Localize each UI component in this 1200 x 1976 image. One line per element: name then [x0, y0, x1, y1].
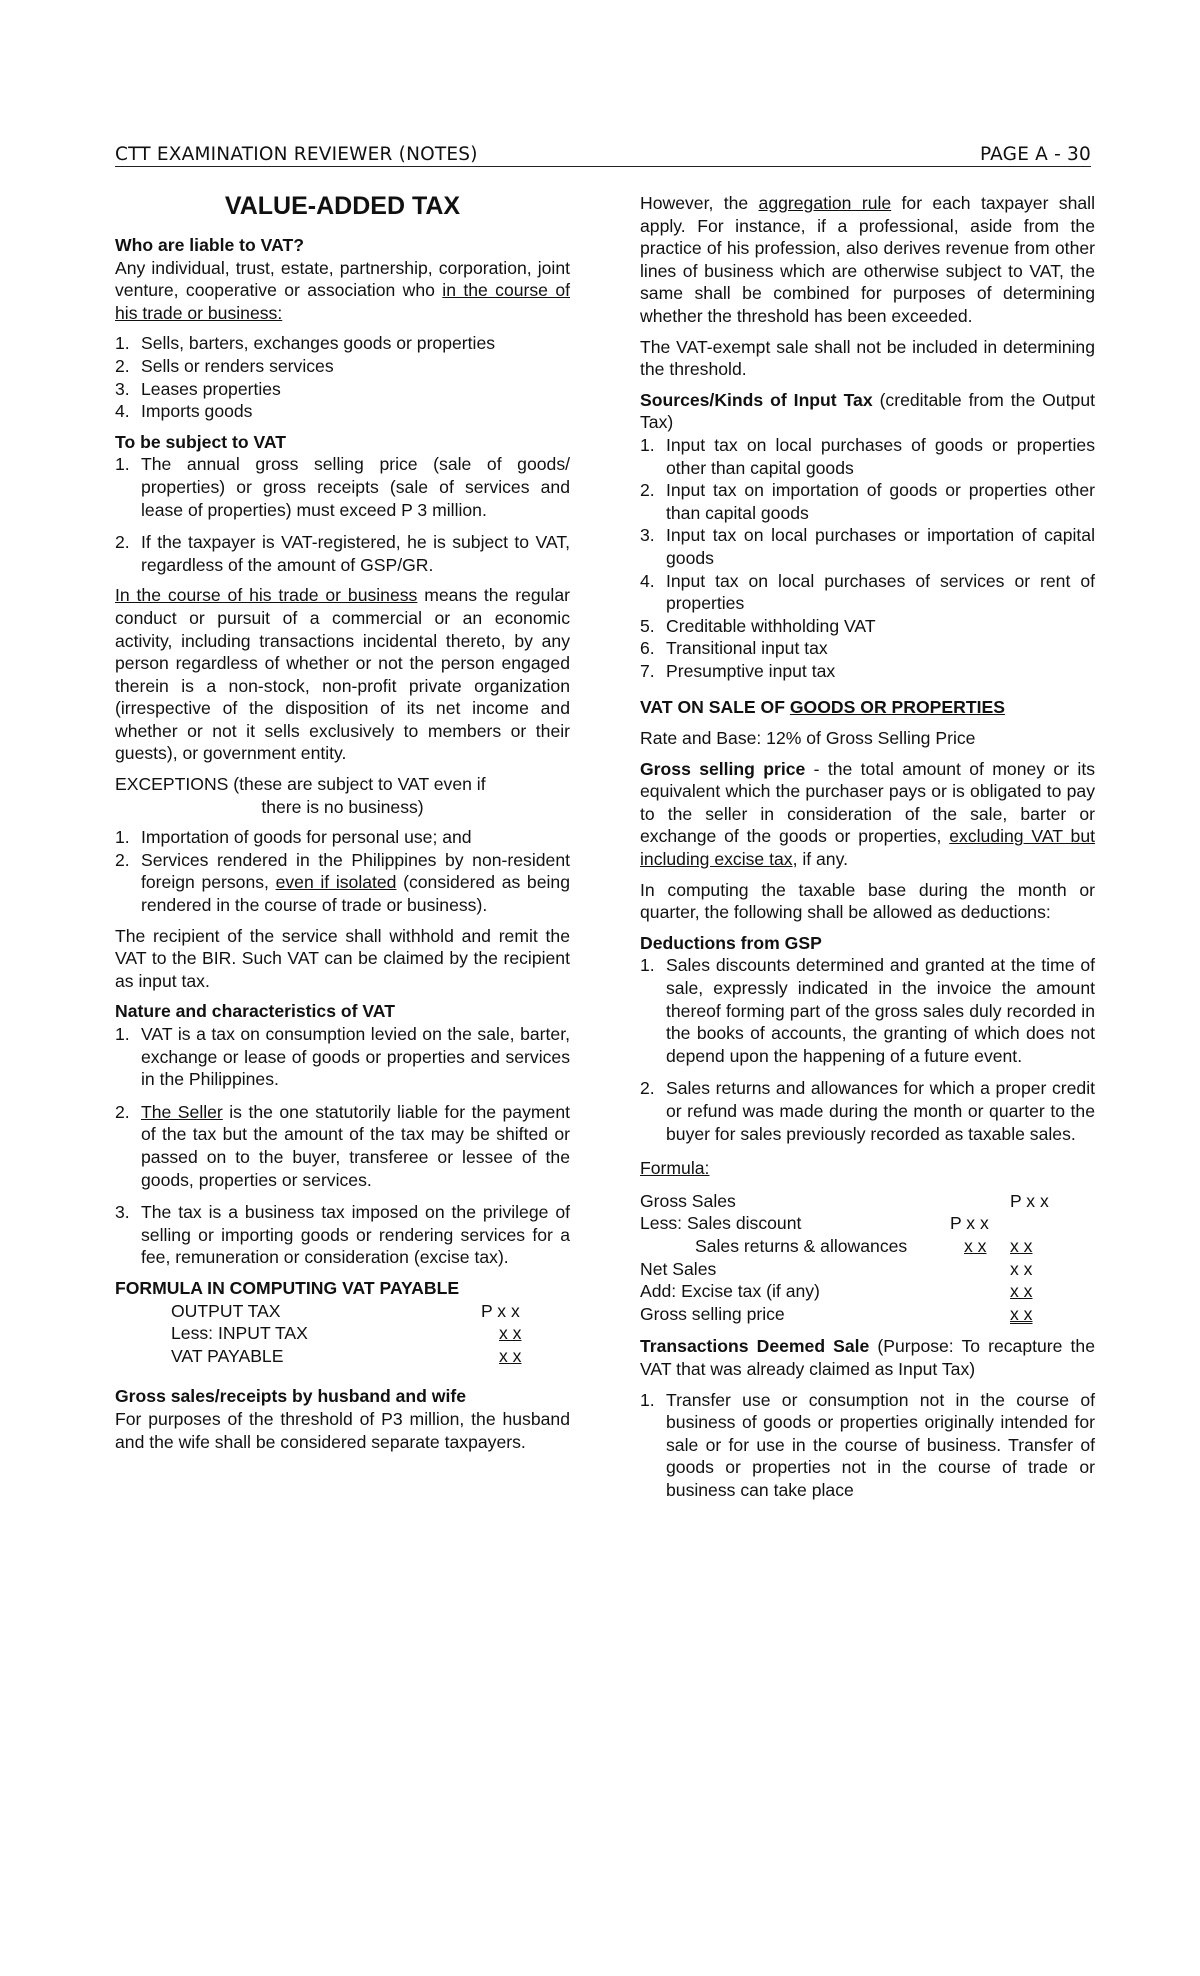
sources-title: Sources/Kinds of Input Tax	[640, 389, 873, 410]
item-text: Importation of goods for personal use; and	[141, 827, 472, 848]
formula-amount: x x	[499, 1345, 522, 1366]
gsp-underlined: excluding VAT but including excise tax	[640, 826, 1096, 870]
formula-row	[640, 1190, 1060, 1213]
sources-list	[640, 434, 1095, 683]
item-number: 2.	[640, 480, 655, 501]
item-number: 3.	[640, 525, 655, 546]
liable-heading: Who are liable to VAT?	[115, 235, 304, 255]
list-item	[640, 660, 1095, 683]
row-col2: P x x	[1010, 1190, 1049, 1211]
list-item	[640, 434, 1095, 479]
item-text: Presumptive input tax	[666, 660, 836, 681]
sale-heading-underlined: GOODS OR PROPERTIES	[789, 697, 1005, 718]
row-label: Gross selling price	[640, 1303, 785, 1324]
item-text: Input tax on local purchases or importation of capital goods	[666, 525, 1095, 568]
list-item	[115, 1023, 570, 1091]
list-item	[115, 332, 570, 355]
item-number: 2.	[115, 355, 130, 376]
list-item	[640, 570, 1095, 615]
agg-text: However, the	[640, 193, 759, 213]
item-number: 3.	[115, 378, 130, 399]
deductions-list	[640, 954, 1095, 1145]
item-number: 1.	[640, 1389, 655, 1410]
liable-list	[115, 332, 570, 422]
computing-paragraph: In computing the taxable base during the month or quarter, the following shall be allowed as deductions:	[640, 879, 1095, 923]
item-text: Leases properties	[141, 378, 281, 399]
item-text: Creditable withholding VAT	[666, 615, 876, 636]
formula-label: Less: INPUT TAX	[171, 1323, 308, 1344]
item-underlined: even if isolated	[275, 872, 397, 893]
item-text: The tax is a business tax imposed on the privilege of selling or importing goods or rendering services for a fee, remuneration or consideration (excise tax).	[141, 1202, 570, 1268]
formula-row	[171, 1345, 541, 1368]
list-item	[115, 826, 570, 849]
formula-label: VAT PAYABLE	[171, 1345, 284, 1366]
row-label: Net Sales	[640, 1258, 717, 1279]
row-col2: x x	[1010, 1235, 1033, 1256]
aggregation-paragraph	[640, 192, 1095, 328]
subject-heading: To be subject to VAT	[115, 431, 287, 452]
item-text: The annual gross selling price (sale of goods/ properties) or gross receipts (sale of services and lease of properties) must exceed P 3 million.	[141, 454, 570, 520]
item-number: 7.	[640, 660, 655, 681]
item-text: Transfer use or consumption not in the course of business of goods or properties originally intended for sale or for use in the course of business. Transfer of goods or properties not in the course of trade or business can take place	[666, 1389, 1095, 1500]
item-number: 2.	[640, 1078, 655, 1099]
exceptions-line-2: there is no business)	[261, 796, 424, 817]
item-text: Services rendered in the Philippines by non-resident foreign persons,	[141, 849, 570, 893]
gsp-formula-table	[640, 1190, 1060, 1326]
item-underlined: The Seller	[141, 1101, 223, 1122]
list-item	[640, 1077, 1095, 1145]
nature-heading: Nature and characteristics of VAT	[115, 1001, 395, 1022]
item-text: Input tax on local purchases of goods or properties other than capital goods	[666, 434, 1095, 478]
course-term: In the course of his trade or business	[115, 585, 418, 606]
liable-underlined: in the course of his trade or business:	[115, 280, 570, 323]
row-col2: x x	[1010, 1258, 1033, 1279]
exceptions-list	[115, 826, 570, 916]
item-number: 4.	[115, 401, 130, 422]
item-number: 5.	[640, 615, 655, 636]
gsp-term: Gross selling price	[640, 758, 806, 779]
row-label: Less: Sales discount	[640, 1213, 802, 1234]
row-col2: x x	[1010, 1281, 1033, 1302]
page-header	[115, 144, 1091, 167]
item-text: Input tax on importation of goods or properties other than capital goods	[666, 480, 1095, 523]
item-number: 1.	[115, 333, 130, 354]
item-number: 1.	[115, 827, 130, 848]
formula-row	[640, 1258, 1060, 1281]
husband-heading: Gross sales/receipts by husband and wife	[115, 1386, 467, 1407]
list-item	[115, 1101, 570, 1191]
liable-paragraph	[115, 257, 570, 325]
sale-heading	[640, 696, 1095, 719]
right-column	[640, 192, 1095, 1509]
list-item	[640, 524, 1095, 569]
formula-label: OUTPUT TAX	[171, 1300, 281, 1321]
formula-amount: x x	[499, 1323, 522, 1344]
deemed-text: (Purpose: To recapture the VAT that was already claimed as Input Tax)	[640, 1336, 1095, 1379]
list-item	[640, 1389, 1095, 1502]
list-item	[640, 479, 1095, 524]
formula-heading: FORMULA IN COMPUTING VAT PAYABLE	[115, 1277, 460, 1298]
nature-list	[115, 1023, 570, 1269]
gsp-text: - the total amount of money or its equivalent which the purchaser pays or is obligated to pay to the seller in consideration of the sale, barter or exchange of the goods or properties,	[640, 758, 1096, 847]
deemed-list	[640, 1389, 1095, 1502]
item-number: 1.	[640, 955, 655, 976]
agg-underlined: aggregation rule	[758, 193, 892, 213]
item-number: 6.	[640, 638, 655, 659]
rate-line: Rate and Base: 12% of Gross Selling Price	[640, 728, 976, 749]
gsp-text-end: , if any.	[792, 849, 848, 870]
row-label: Gross Sales	[640, 1190, 736, 1211]
item-number: 1.	[115, 454, 130, 475]
formula-row	[640, 1303, 1060, 1326]
formula-row	[171, 1300, 541, 1323]
item-number: 3.	[115, 1202, 130, 1223]
row-col1	[950, 1190, 1010, 1213]
item-number: 4.	[640, 570, 655, 591]
list-item	[115, 355, 570, 378]
exceptions-line-1: EXCEPTIONS (these are subject to VAT even if	[115, 774, 486, 795]
item-number: 2.	[115, 1101, 130, 1122]
sale-heading-text: VAT ON SALE OF	[640, 697, 790, 718]
item-number: 1.	[640, 434, 655, 455]
list-item	[640, 954, 1095, 1067]
item-text: Sells, barters, exchanges goods or properties	[141, 333, 496, 354]
item-text: VAT is a tax on consumption levied on the sale, barter, exchange or lease of goods or properties and services in the Philippines.	[141, 1024, 570, 1090]
item-text: Transitional input tax	[666, 638, 828, 659]
formula-row	[640, 1280, 1060, 1303]
item-text: If the taxpayer is VAT-registered, he is subject to VAT, regardless of the amount of GSP/GR.	[141, 532, 570, 575]
course-definition	[115, 584, 570, 765]
list-item	[640, 615, 1095, 638]
course-text: means the regular conduct or pursuit of a commercial or an economic activity, including transactions incidental thereto, by any person regardless of whether or not the person engaged therein is a non-stock, non-profit private organization (irrespective of the disposition of its net income and whether or not it sells exclusively to members or their guests), or government entity.	[115, 585, 570, 764]
vat-formula	[171, 1300, 541, 1368]
item-text: Sales returns and allowances for which a proper credit or refund was made during the month or quarter to the buyer for sales previously recorded as taxable sales.	[666, 1078, 1095, 1144]
list-item	[115, 849, 570, 917]
page-number: PAGE A - 30	[979, 144, 1091, 165]
item-text-end: (considered as being rendered in the course of trade or business).	[141, 872, 570, 916]
row-col1	[950, 1280, 1010, 1303]
row-col2: x x	[1010, 1303, 1033, 1324]
list-item	[640, 637, 1095, 660]
list-item	[115, 1201, 570, 1269]
list-item	[115, 400, 570, 423]
left-column	[115, 192, 570, 1461]
formula-label: Formula:	[640, 1158, 710, 1179]
row-label: Add: Excise tax (if any)	[640, 1281, 820, 1302]
formula-row	[640, 1235, 1060, 1258]
item-text: is the one statutorily liable for the payment of the tax but the amount of the tax may be shifted or passed on to the buyer, transferee or lessee of the goods, properties or services.	[141, 1101, 570, 1190]
item-text: Sells or renders services	[141, 355, 334, 376]
subject-list	[115, 453, 570, 576]
deemed-sale-paragraph	[640, 1335, 1095, 1380]
page-title: VALUE-ADDED TAX	[224, 192, 461, 220]
liable-text: Any individual, trust, estate, partnership, corporation, joint venture, cooperative or association who	[115, 257, 570, 301]
header-title: CTT EXAMINATION REVIEWER (NOTES)	[115, 144, 478, 165]
item-text: Imports goods	[141, 401, 253, 422]
agg-text-end: for each taxpayer shall apply. For instance, if a professional, aside from the practice of his profession, also derives revenue from other lines of business which are otherwise subject to VAT, the same shall be combined for purposes of determining whether the threshold has been exceeded.	[640, 193, 1095, 326]
item-number: 2.	[115, 532, 130, 553]
row-col1: P x x	[950, 1213, 989, 1234]
item-text: Sales discounts determined and granted at the time of sale, expressly indicated in the invoice the amount thereof forming part of the gross sales duly recorded in the books of accounts, the granting of which does not depend upon the happening of a future event.	[666, 955, 1095, 1066]
item-text: Input tax on local purchases of services or rent of properties	[666, 570, 1095, 614]
deductions-heading: Deductions from GSP	[640, 932, 822, 953]
row-col1	[950, 1258, 1010, 1281]
deemed-term: Transactions Deemed Sale	[640, 1336, 870, 1357]
husband-paragraph: For purposes of the threshold of P3 million, the husband and the wife shall be considered separate taxpayers.	[115, 1408, 570, 1452]
sources-note: (creditable from the Output Tax)	[640, 389, 1095, 433]
formula-row	[640, 1212, 1060, 1235]
row-col1	[950, 1303, 1010, 1326]
item-number: 1.	[115, 1024, 130, 1044]
item-number: 2.	[115, 849, 130, 870]
exempt-paragraph: The VAT-exempt sale shall not be included in determining the threshold.	[640, 336, 1095, 380]
list-item	[115, 378, 570, 401]
list-item	[115, 453, 570, 521]
row-label: Sales returns & allowances	[695, 1235, 908, 1256]
row-col1: x x	[964, 1235, 987, 1256]
row-col2	[1010, 1212, 1060, 1235]
gsp-definition	[640, 758, 1095, 871]
formula-row	[171, 1322, 541, 1345]
formula-amount: P x x	[481, 1300, 520, 1321]
recipient-paragraph: The recipient of the service shall withhold and remit the VAT to the BIR. Such VAT can be claimed by the recipient as input tax.	[115, 925, 570, 991]
list-item	[115, 531, 570, 576]
sources-heading	[640, 389, 1095, 434]
